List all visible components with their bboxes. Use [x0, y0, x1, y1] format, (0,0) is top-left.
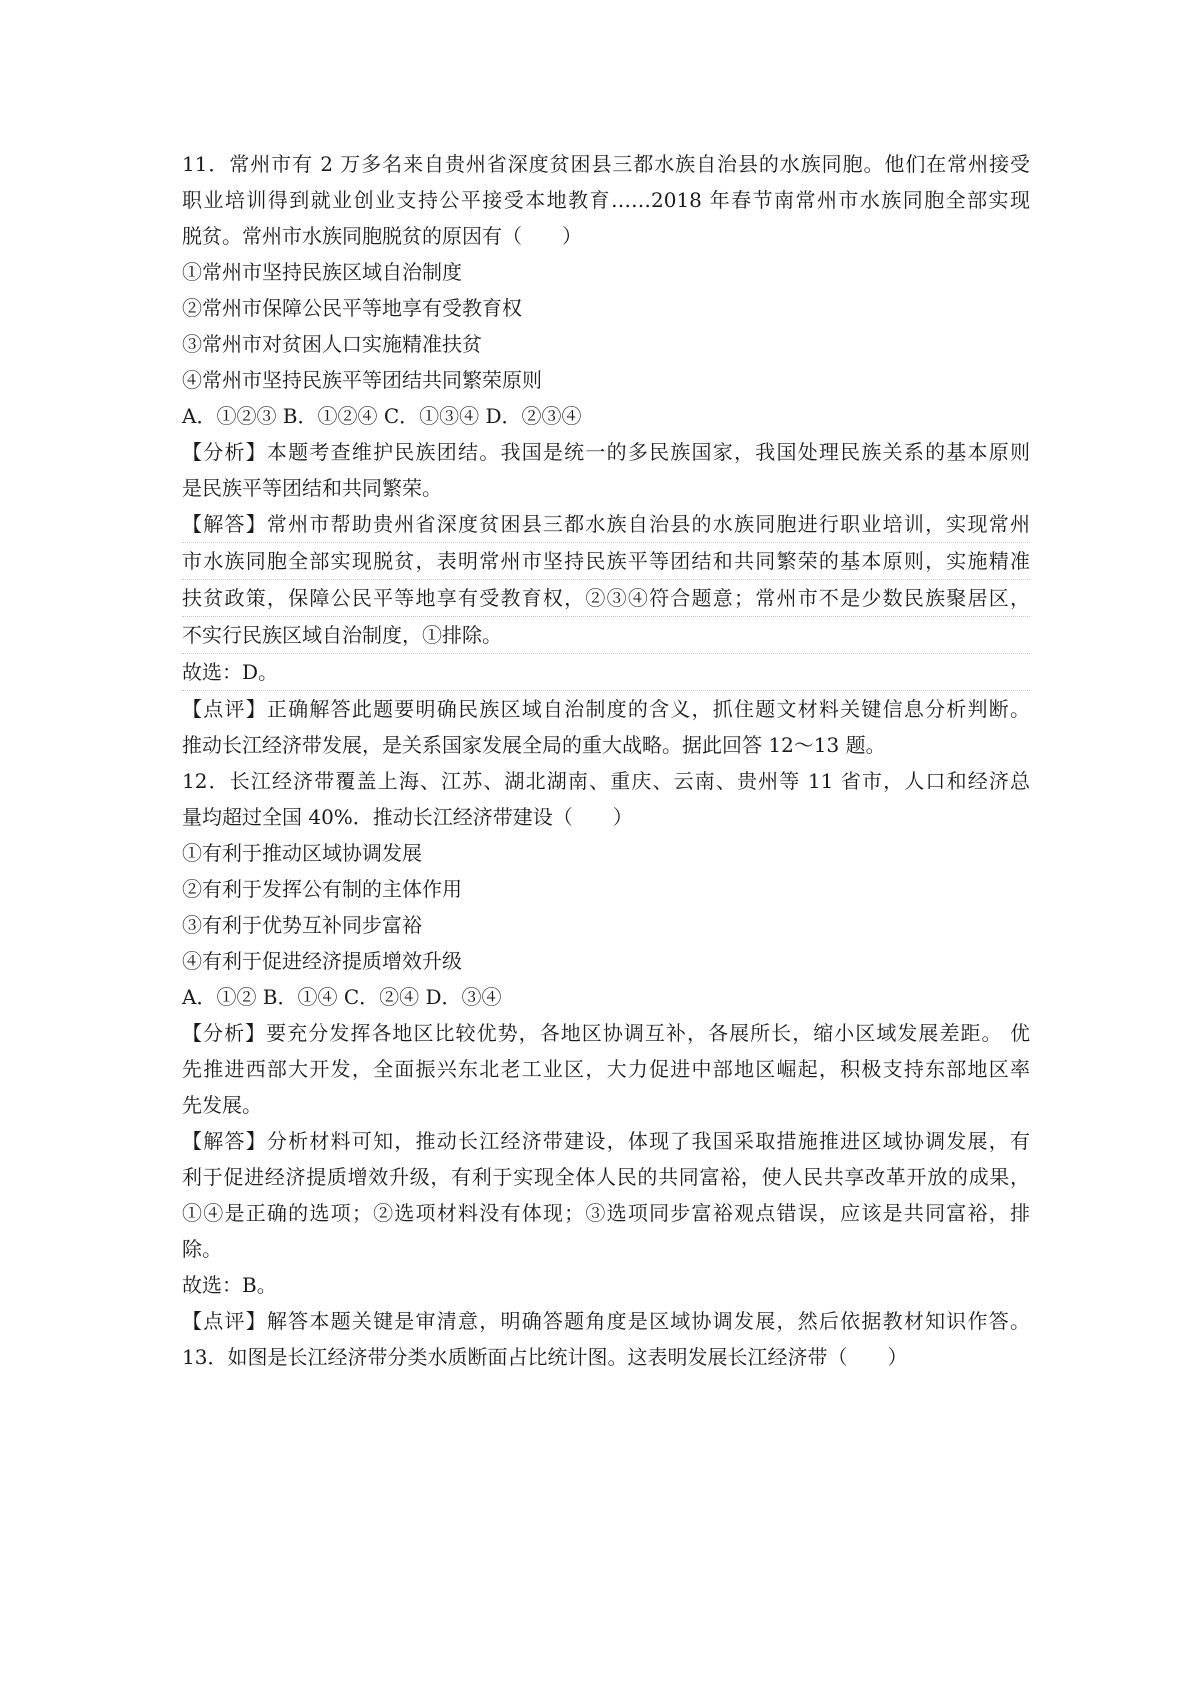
q11-option-2: ②常州市保障公民平等地享有受教育权	[182, 296, 522, 320]
q11-choose: 故选：D。	[182, 654, 1030, 691]
q12-choose: 故选：B。	[182, 1273, 277, 1297]
q12-option-1: ①有利于推动区域协调发展	[182, 841, 422, 865]
q12-stem-line-1: 12．长江经济带覆盖上海、江苏、湖北湖南、重庆、云南、贵州等 11 省市，人口和经济总	[182, 769, 1030, 793]
q12-analysis-line-3: 先发展。	[182, 1093, 262, 1117]
document-content	[182, 146, 1030, 1375]
q11-answer-line-4: 不实行民族区域自治制度，①排除。	[182, 617, 1030, 654]
q12-answer-line-1: 【解答】分析材料可知，推动长江经济带建设，体现了我国采取措施推进区域协调发展，有	[182, 1129, 1030, 1153]
q12-option-2: ②有利于发挥公有制的主体作用	[182, 877, 462, 901]
q11-answer-line-1: 【解答】常州市帮助贵州省深度贫困县三都水族自治县的水族同胞进行职业培训，实现常州	[182, 506, 1030, 543]
q11-option-3: ③常州市对贫困人口实施精准扶贫	[182, 332, 482, 356]
q11-choices: A．①②③ B．①②④ C．①③④ D．②③④	[182, 404, 582, 428]
q11-stem-line-2: 职业培训得到就业创业支持公平接受本地教育……2018 年春节南常州市水族同胞全部实现	[182, 188, 1030, 212]
q11-option-4: ④常州市坚持民族平等团结共同繁荣原则	[182, 368, 542, 392]
q12-comment: 【点评】解答本题关键是审清意，明确答题角度是区域协调发展，然后依据教材知识作答。	[182, 1309, 1030, 1333]
q11-analysis-line-2: 是民族平等团结和共同繁荣。	[182, 476, 442, 500]
q11-option-1: ①常州市坚持民族区域自治制度	[182, 260, 462, 284]
question-12	[182, 763, 1030, 1339]
q11-comment: 【点评】正确解答此题要明确民族区域自治制度的含义，抓住题文材料关键信息分析判断。	[182, 697, 1030, 721]
question-13	[182, 1339, 1030, 1375]
q11-stem-line-1: 11．常州市有 2 万多名来自贵州省深度贫困县三都水族自治县的水族同胞。他们在常州接受	[182, 152, 1030, 176]
q11-answer-line-3: 扶贫政策，保障公民平等地享有受教育权，②③④符合题意；常州市不是少数民族聚居区，	[182, 580, 1030, 617]
q12-analysis-line-1: 【分析】要充分发挥各地区比较优势，各地区协调互补，各展所长，缩小区域发展差距。 优	[182, 1021, 1030, 1045]
q12-analysis-line-2: 先推进西部大开发，全面振兴东北老工业区，大力促进中部地区崛起，积极支持东部地区率	[182, 1057, 1030, 1081]
q12-option-4: ④有利于促进经济提质增效升级	[182, 949, 462, 973]
q13-stem: 13．如图是长江经济带分类水质断面占比统计图。这表明发展长江经济带（ ）	[182, 1345, 908, 1369]
q12-answer-line-2: 利于促进经济提质增效升级，有利于实现全体人民的共同富裕，使人民共享改革开放的成果，	[182, 1165, 1030, 1189]
q11-analysis-line-1: 【分析】本题考查维护民族团结。我国是统一的多民族国家，我国处理民族关系的基本原则	[182, 440, 1030, 464]
q12-answer-line-4: 除。	[182, 1237, 222, 1261]
section-intro: 推动长江经济带发展，是关系国家发展全局的重大战略。据此回答 12～13 题。	[182, 733, 886, 757]
q12-answer-line-3: ①④是正确的选项；②选项材料没有体现；③选项同步富裕观点错误，应该是共同富裕，排	[182, 1201, 1030, 1225]
q12-option-3: ③有利于优势互补同步富裕	[182, 913, 422, 937]
q12-choices: A．①② B．①④ C．②④ D．③④	[182, 985, 502, 1009]
q12-stem-line-2: 量均超过全国 40%．推动长江经济带建设（ ）	[182, 805, 633, 829]
q11-answer-line-2: 市水族同胞全部实现脱贫，表明常州市坚持民族平等团结和共同繁荣的基本原则，实施精准	[182, 543, 1030, 580]
question-11	[182, 146, 1030, 727]
q11-stem-line-3: 脱贫。常州市水族同胞脱贫的原因有（ ）	[182, 224, 582, 248]
